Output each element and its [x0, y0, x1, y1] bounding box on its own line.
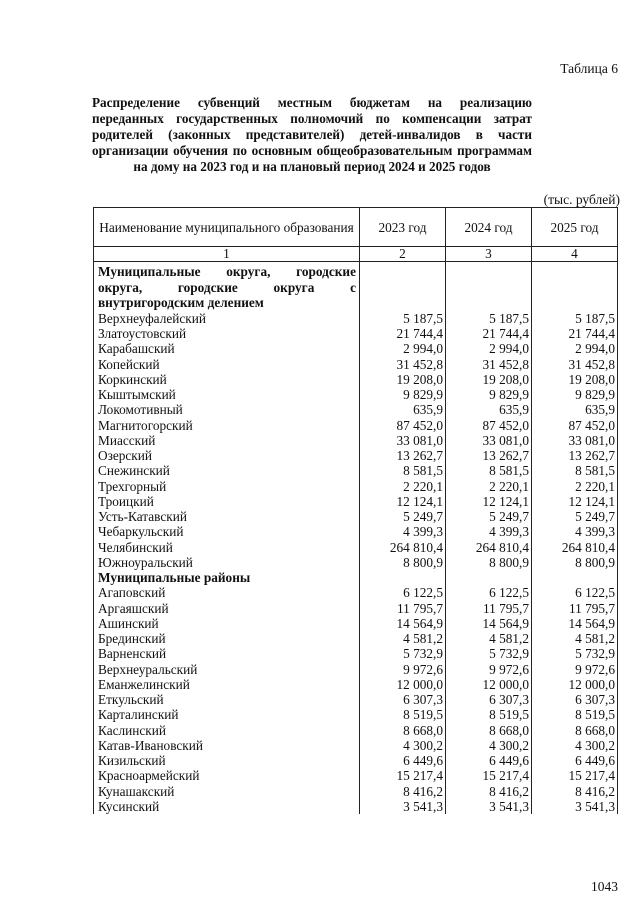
value-2024: 6 307,3	[446, 692, 532, 707]
value-2024: 19 208,0	[446, 372, 532, 387]
municipality-name: Еманжелинский	[94, 677, 360, 692]
value-2024: 4 300,2	[446, 738, 532, 753]
value-2024: 87 452,0	[446, 418, 532, 433]
value-2024: 5 187,5	[446, 311, 532, 326]
value-2023: 12 124,1	[360, 494, 446, 509]
value-2024: 264 810,4	[446, 540, 532, 555]
value-2023: 8 581,5	[360, 463, 446, 478]
table-row	[94, 784, 618, 799]
municipality-name: Озерский	[94, 448, 360, 463]
municipality-name: Южноуральский	[94, 555, 360, 570]
value-2024: 8 519,5	[446, 707, 532, 722]
group-title: Муниципальные районы	[94, 570, 360, 585]
value-2025: 33 081,0	[532, 433, 618, 448]
value-2024: 11 795,7	[446, 601, 532, 616]
header-row	[94, 208, 618, 247]
units-note: (тыс. рублей)	[543, 192, 620, 207]
value-2025: 6 449,6	[532, 753, 618, 768]
value-2023: 87 452,0	[360, 418, 446, 433]
value-2023: 9 829,9	[360, 387, 446, 402]
value-2025: 11 795,7	[532, 601, 618, 616]
value-2024: 9 829,9	[446, 387, 532, 402]
group-header-row	[94, 570, 618, 585]
municipality-name: Миасский	[94, 433, 360, 448]
empty-cell	[360, 570, 446, 585]
value-2023: 11 795,7	[360, 601, 446, 616]
municipality-name: Чебаркульский	[94, 524, 360, 539]
value-2024: 2 994,0	[446, 341, 532, 356]
value-2025: 14 564,9	[532, 616, 618, 631]
value-2023: 4 300,2	[360, 738, 446, 753]
municipality-name: Карталинский	[94, 707, 360, 722]
value-2023: 5 187,5	[360, 311, 446, 326]
table-row	[94, 692, 618, 707]
page-number: 1043	[591, 879, 618, 894]
value-2023: 4 581,2	[360, 631, 446, 646]
value-2024: 8 800,9	[446, 555, 532, 570]
municipality-name: Кизильский	[94, 753, 360, 768]
value-2023: 8 800,9	[360, 555, 446, 570]
municipality-name: Кусинский	[94, 799, 360, 814]
table-row	[94, 662, 618, 677]
column-number: 1	[94, 247, 360, 262]
value-2025: 8 668,0	[532, 723, 618, 738]
municipality-name: Брединский	[94, 631, 360, 646]
value-2024: 14 564,9	[446, 616, 532, 631]
value-2023: 3 541,3	[360, 799, 446, 814]
table-row	[94, 738, 618, 753]
table-row	[94, 402, 618, 417]
value-2024: 13 262,7	[446, 448, 532, 463]
value-2023: 6 307,3	[360, 692, 446, 707]
table-row	[94, 616, 618, 631]
value-2025: 6 307,3	[532, 692, 618, 707]
table-row	[94, 479, 618, 494]
value-2023: 14 564,9	[360, 616, 446, 631]
value-2024: 31 452,8	[446, 357, 532, 372]
value-2023: 8 668,0	[360, 723, 446, 738]
municipality-name: Красноармейский	[94, 768, 360, 783]
table-label: Таблица 6	[560, 61, 618, 76]
column-header-name: Наименование муниципального образования	[94, 208, 360, 247]
empty-cell	[532, 262, 618, 311]
table-row	[94, 357, 618, 372]
value-2023: 6 449,6	[360, 753, 446, 768]
table-row	[94, 387, 618, 402]
municipality-name: Магнитогорский	[94, 418, 360, 433]
municipality-name: Снежинский	[94, 463, 360, 478]
municipality-name: Копейский	[94, 357, 360, 372]
value-2023: 264 810,4	[360, 540, 446, 555]
value-2025: 13 262,7	[532, 448, 618, 463]
table-row	[94, 494, 618, 509]
municipality-name: Златоустовский	[94, 326, 360, 341]
value-2024: 635,9	[446, 402, 532, 417]
value-2025: 9 972,6	[532, 662, 618, 677]
value-2025: 15 217,4	[532, 768, 618, 783]
value-2023: 2 994,0	[360, 341, 446, 356]
municipality-name: Челябинский	[94, 540, 360, 555]
municipality-name: Кыштымский	[94, 387, 360, 402]
table-row	[94, 524, 618, 539]
column-header-2024: 2024 год	[446, 208, 532, 247]
value-2023: 13 262,7	[360, 448, 446, 463]
value-2024: 8 416,2	[446, 784, 532, 799]
empty-cell	[446, 262, 532, 311]
table-row	[94, 555, 618, 570]
value-2024: 4 581,2	[446, 631, 532, 646]
municipality-name: Агаповский	[94, 585, 360, 600]
table-row	[94, 768, 618, 783]
municipality-name: Аргаяшский	[94, 601, 360, 616]
value-2024: 3 541,3	[446, 799, 532, 814]
value-2024: 5 249,7	[446, 509, 532, 524]
column-number: 3	[446, 247, 532, 262]
empty-cell	[532, 570, 618, 585]
value-2025: 8 800,9	[532, 555, 618, 570]
value-2024: 5 732,9	[446, 646, 532, 661]
value-2024: 6 449,6	[446, 753, 532, 768]
table-row	[94, 631, 618, 646]
value-2023: 5 732,9	[360, 646, 446, 661]
value-2025: 2 220,1	[532, 479, 618, 494]
table-row	[94, 372, 618, 387]
value-2023: 8 416,2	[360, 784, 446, 799]
municipality-name: Верхнеуфалейский	[94, 311, 360, 326]
value-2024: 2 220,1	[446, 479, 532, 494]
municipality-name: Верхнеуральский	[94, 662, 360, 677]
table-row	[94, 326, 618, 341]
value-2023: 635,9	[360, 402, 446, 417]
empty-cell	[360, 262, 446, 311]
table-row	[94, 448, 618, 463]
table-row	[94, 677, 618, 692]
value-2023: 9 972,6	[360, 662, 446, 677]
municipality-name: Троицкий	[94, 494, 360, 509]
value-2023: 33 081,0	[360, 433, 446, 448]
municipality-name: Локомотивный	[94, 402, 360, 417]
value-2024: 8 668,0	[446, 723, 532, 738]
value-2023: 15 217,4	[360, 768, 446, 783]
value-2023: 19 208,0	[360, 372, 446, 387]
value-2024: 12 124,1	[446, 494, 532, 509]
value-2025: 5 249,7	[532, 509, 618, 524]
value-2024: 15 217,4	[446, 768, 532, 783]
municipality-name: Усть-Катавский	[94, 509, 360, 524]
municipality-name: Каслинский	[94, 723, 360, 738]
value-2024: 8 581,5	[446, 463, 532, 478]
value-2023: 5 249,7	[360, 509, 446, 524]
column-number: 2	[360, 247, 446, 262]
value-2024: 33 081,0	[446, 433, 532, 448]
value-2025: 4 300,2	[532, 738, 618, 753]
value-2023: 8 519,5	[360, 707, 446, 722]
value-2025: 2 994,0	[532, 341, 618, 356]
value-2023: 31 452,8	[360, 357, 446, 372]
value-2025: 635,9	[532, 402, 618, 417]
document-title: Распределение субвенций местным бюджетам на реализацию переданных государственных полномочий по компенсации затрат родителей (законных представителей) детей-инвалидов в части организации обучения по основным общеобразовательным программам на дому на 2023 год и на плановый период 2024 и 2025 годов	[92, 95, 532, 174]
column-number: 4	[532, 247, 618, 262]
table-row	[94, 418, 618, 433]
value-2025: 87 452,0	[532, 418, 618, 433]
subvention-table	[93, 207, 618, 814]
municipality-name: Кунашакский	[94, 784, 360, 799]
value-2025: 8 519,5	[532, 707, 618, 722]
value-2025: 3 541,3	[532, 799, 618, 814]
municipality-name: Катав-Ивановский	[94, 738, 360, 753]
value-2025: 31 452,8	[532, 357, 618, 372]
column-number-row	[94, 247, 618, 262]
value-2025: 21 744,4	[532, 326, 618, 341]
value-2025: 5 187,5	[532, 311, 618, 326]
table-row	[94, 540, 618, 555]
municipality-name: Еткульский	[94, 692, 360, 707]
table-row	[94, 341, 618, 356]
value-2024: 12 000,0	[446, 677, 532, 692]
value-2025: 8 416,2	[532, 784, 618, 799]
value-2025: 4 581,2	[532, 631, 618, 646]
value-2025: 9 829,9	[532, 387, 618, 402]
value-2024: 6 122,5	[446, 585, 532, 600]
municipality-name: Карабашский	[94, 341, 360, 356]
municipality-name: Варненский	[94, 646, 360, 661]
table-row	[94, 753, 618, 768]
value-2025: 6 122,5	[532, 585, 618, 600]
value-2025: 12 000,0	[532, 677, 618, 692]
table-row	[94, 646, 618, 661]
empty-cell	[446, 570, 532, 585]
value-2025: 4 399,3	[532, 524, 618, 539]
value-2025: 12 124,1	[532, 494, 618, 509]
value-2025: 8 581,5	[532, 463, 618, 478]
column-header-2023: 2023 год	[360, 208, 446, 247]
table-row	[94, 311, 618, 326]
value-2023: 4 399,3	[360, 524, 446, 539]
table-row	[94, 723, 618, 738]
table-row	[94, 433, 618, 448]
value-2024: 21 744,4	[446, 326, 532, 341]
table-row	[94, 799, 618, 814]
municipality-name: Ашинский	[94, 616, 360, 631]
municipality-name: Трехгорный	[94, 479, 360, 494]
value-2023: 6 122,5	[360, 585, 446, 600]
value-2025: 5 732,9	[532, 646, 618, 661]
value-2024: 9 972,6	[446, 662, 532, 677]
table-row	[94, 601, 618, 616]
group-header-row	[94, 262, 618, 311]
table-row	[94, 509, 618, 524]
table-row	[94, 707, 618, 722]
table-row	[94, 585, 618, 600]
table-row	[94, 463, 618, 478]
value-2024: 4 399,3	[446, 524, 532, 539]
value-2023: 21 744,4	[360, 326, 446, 341]
column-header-2025: 2025 год	[532, 208, 618, 247]
value-2025: 264 810,4	[532, 540, 618, 555]
value-2025: 19 208,0	[532, 372, 618, 387]
table-body	[94, 247, 618, 815]
value-2023: 12 000,0	[360, 677, 446, 692]
group-title: Муниципальные округа, городские округа, городские округа с внутригородским делением	[94, 262, 360, 311]
municipality-name: Коркинский	[94, 372, 360, 387]
value-2023: 2 220,1	[360, 479, 446, 494]
